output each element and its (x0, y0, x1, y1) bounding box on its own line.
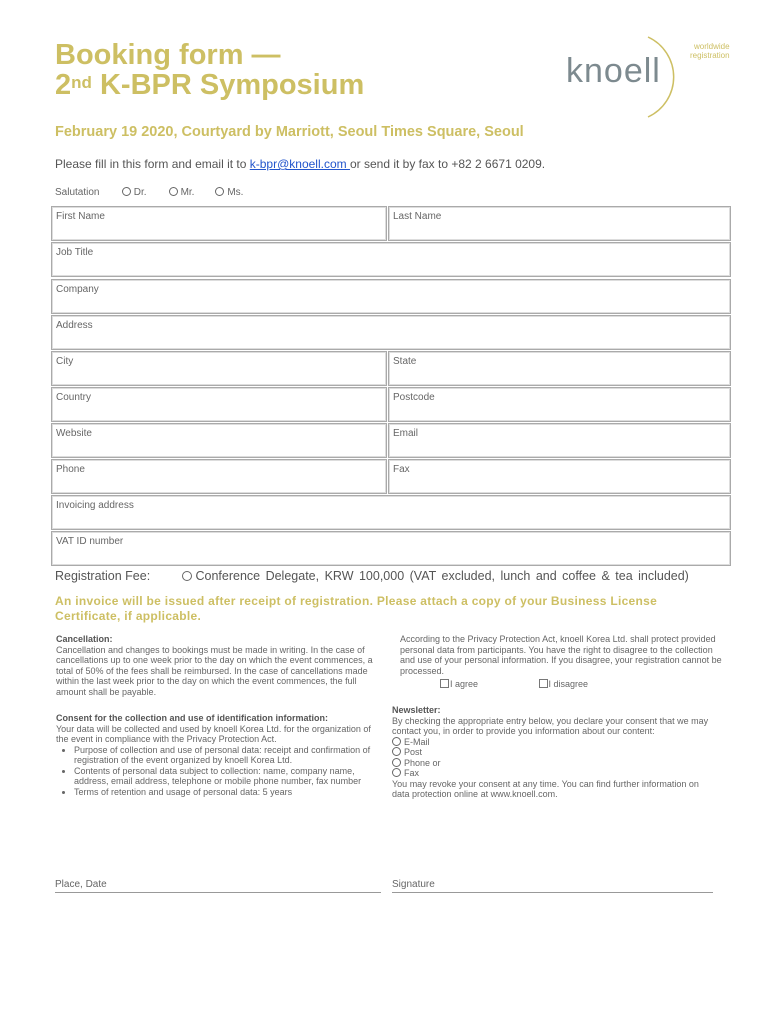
salutation-dr-label: Dr. (133, 187, 147, 198)
email-label: Email (393, 428, 419, 439)
newsletter-post-label: Post (404, 747, 423, 757)
salutation-mr-label: Mr. (180, 187, 195, 198)
event-subtitle: February 19 2020, Courtyard by Marriott, Seoul Times Square, Seoul (55, 124, 524, 140)
email-field[interactable] (388, 423, 731, 458)
radio-icon[interactable] (169, 187, 178, 196)
consent-section (56, 713, 376, 797)
privacy-choices (400, 679, 722, 690)
intro-after: or send it by fax to +82 2 6671 0209. (349, 157, 546, 171)
registration-fee-row (55, 569, 689, 583)
radio-icon[interactable] (122, 187, 131, 196)
cancellation-heading: Cancellation: (56, 634, 113, 644)
radio-icon[interactable] (215, 187, 224, 196)
first-name-field[interactable] (51, 206, 387, 241)
last-name-field[interactable] (388, 206, 731, 241)
checkbox-icon[interactable] (440, 679, 449, 688)
intro-before: Please fill in this form and email it to (55, 157, 250, 171)
logo-tagline (690, 42, 730, 60)
salutation-option-dr[interactable] (122, 187, 166, 198)
city-label: City (56, 356, 74, 367)
vat-id-field[interactable] (51, 531, 731, 566)
salutation-option-mr[interactable] (169, 187, 213, 198)
postcode-field[interactable] (388, 387, 731, 422)
newsletter-phone-label: Phone or (404, 757, 441, 768)
first-name-label: First Name (56, 211, 105, 222)
salutation-label: Salutation (55, 187, 100, 198)
list-item: • Contents of personal data subject to collection: name, company name, address, email address, telephone or mobile phone number, fax number (74, 766, 376, 787)
cancellation-section (56, 634, 374, 697)
vat-id-label: VAT ID number (56, 536, 124, 547)
radio-icon[interactable] (392, 768, 401, 777)
website-label: Website (56, 428, 92, 439)
logo-tagline-1: worldwide (694, 42, 730, 51)
job-title-field[interactable] (51, 242, 731, 277)
salutation-row (55, 187, 259, 198)
consent-text: Your data will be collected and used by knoell Korea Ltd. for the organization of the event in compliance with the Privacy Protection Act. (56, 723, 371, 744)
page-title-line1: Booking form — (55, 39, 281, 71)
title-prefix: 2 (55, 69, 72, 101)
cancellation-text: Cancellation and changes to bookings must be made in writing. In the case of cancellations up to one week prior to the day on which the event commences, a total of 50% of the fees shall be reimbursed. In the case of cancellations made within the last week prior to the day on which the event commences, the full amount shall be payable. (56, 644, 373, 697)
title-superscript: nd (71, 73, 92, 92)
disagree-label: I disagree (548, 679, 589, 689)
list-item: • Terms of retention and usage of personal data: 5 years (74, 787, 376, 798)
last-name-label: Last Name (393, 211, 442, 222)
logo-tagline-2: registration (690, 51, 730, 60)
newsletter-footer: You may revoke your consent at any time. You can find further information on data protection online at www.knoell.com. (392, 778, 699, 799)
conference-delegate-label: Conference Delegate, KRW 100,000 (VAT excluded, lunch and coffee & tea included) (195, 569, 689, 583)
newsletter-option-phone[interactable] (392, 758, 718, 769)
newsletter-text: By checking the appropriate entry below, you declare your consent that we may contact you, in order to provide you information about our content: (392, 715, 709, 736)
website-field[interactable] (51, 423, 387, 458)
registration-fee-label: Registration Fee: (55, 569, 151, 583)
privacy-text: According to the Privacy Protection Act, knoell Korea Ltd. shall protect provided personal data from participants. You have the right to disagree to the collection and use of your personal information. If you disagree, your registration cannot be processed. (400, 634, 722, 676)
consent-heading: Consent for the collection and use of identification information: (56, 713, 329, 723)
place-date-field[interactable] (55, 880, 381, 893)
newsletter-fax-label: Fax (404, 768, 420, 778)
job-title-label: Job Title (56, 247, 94, 258)
radio-icon[interactable] (392, 758, 401, 767)
privacy-section (400, 634, 722, 690)
salutation-ms-label: Ms. (227, 187, 244, 198)
newsletter-option-email[interactable] (392, 737, 718, 748)
state-label: State (393, 356, 417, 367)
postcode-label: Postcode (393, 392, 435, 403)
invoicing-address-field[interactable] (51, 495, 731, 530)
radio-icon[interactable] (392, 747, 401, 756)
disagree-option[interactable] (539, 679, 589, 689)
newsletter-section (392, 705, 718, 800)
checkbox-icon[interactable] (539, 679, 548, 688)
agree-option[interactable] (440, 679, 536, 690)
conference-delegate-option[interactable] (182, 569, 688, 583)
newsletter-email-label: E-Mail (404, 736, 430, 747)
radio-icon[interactable] (392, 737, 401, 746)
company-field[interactable] (51, 279, 731, 314)
radio-icon[interactable] (182, 571, 192, 581)
place-date-label: Place, Date (55, 879, 107, 890)
state-field[interactable] (388, 351, 731, 386)
invoice-note: An invoice will be issued after receipt of registration. Please attach a copy of your Business License Certificate, if applicable. (55, 594, 658, 623)
newsletter-heading: Newsletter: (392, 705, 441, 715)
city-field[interactable] (51, 351, 387, 386)
email-link[interactable]: k-bpr@knoell.com (249, 157, 350, 171)
logo-knoell: knoell (566, 52, 661, 90)
newsletter-option-post[interactable] (392, 747, 718, 758)
fax-field[interactable] (388, 459, 731, 494)
country-field[interactable] (51, 387, 387, 422)
consent-list (56, 745, 376, 798)
company-label: Company (56, 284, 99, 295)
agree-label: I agree (450, 679, 479, 689)
intro-text (55, 157, 545, 171)
phone-field[interactable] (51, 459, 387, 494)
phone-label: Phone (56, 464, 85, 475)
title-rest: K-BPR Symposium (91, 69, 365, 101)
signature-label: Signature (392, 879, 435, 890)
address-label: Address (56, 320, 93, 331)
list-item: • Purpose of collection and use of personal data: receipt and confirmation of registration of the event organized by knoell Korea Ltd. (74, 745, 376, 766)
salutation-option-ms[interactable] (215, 187, 259, 198)
signature-field[interactable] (392, 880, 713, 893)
country-label: Country (56, 392, 92, 403)
invoicing-address-label: Invoicing address (56, 500, 134, 511)
fax-label: Fax (393, 464, 410, 475)
newsletter-option-fax[interactable] (392, 768, 718, 779)
address-field[interactable] (51, 315, 731, 350)
page-title-line2 (55, 70, 364, 100)
